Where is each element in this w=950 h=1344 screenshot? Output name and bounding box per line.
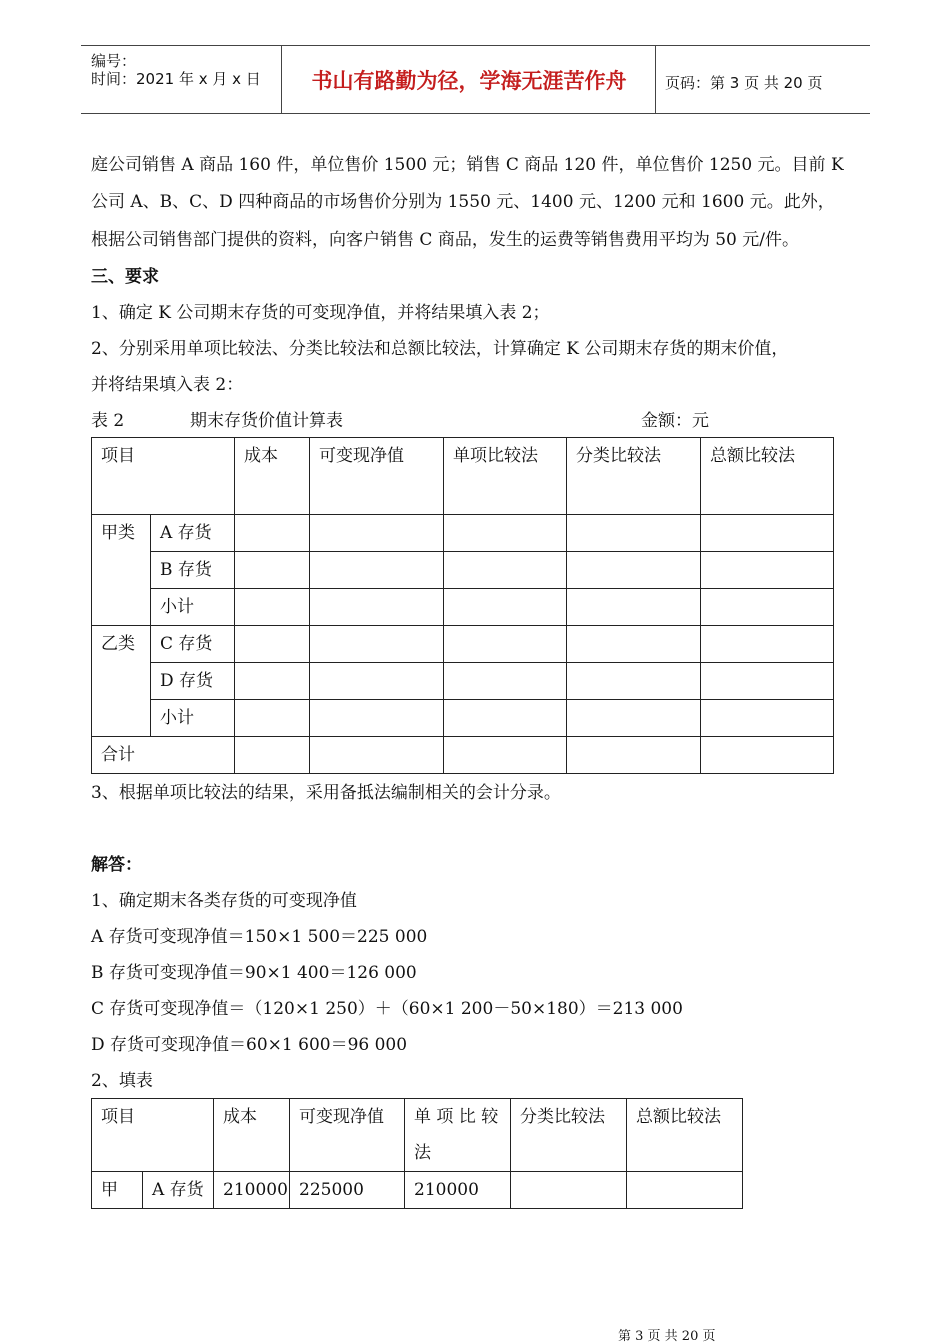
calc-line: C 存货可变现净值＝（120×1 250）＋（60×1 200－50×180）＝213 000 (91, 999, 683, 1019)
header-motto: 书山有路勤为径，学海无涯苦作舟 (311, 68, 627, 93)
empty-cell (235, 737, 310, 774)
table2-title: 期末存货价值计算表 (190, 411, 343, 431)
header-line: 单 项 比 较 (414, 1107, 499, 1127)
empty-cell (701, 700, 834, 737)
column-header: 单项比较法 (444, 438, 567, 515)
column-header: 成本 (235, 438, 310, 515)
column-header: 成本 (214, 1099, 290, 1172)
empty-cell (235, 663, 310, 700)
empty-cell (235, 552, 310, 589)
empty-cell (701, 515, 834, 552)
header-time: 时间：2021 年 x 月 x 日 (91, 70, 261, 88)
value-cell: 225000 (290, 1172, 405, 1209)
page-footer: 第 3 页 共 20 页 (618, 1329, 716, 1344)
paragraph-line: 根据公司销售部门提供的资料，向客户销售 C 商品，发生的运费等销售费用平均为 50 元/件。 (91, 230, 799, 250)
empty-cell (567, 626, 701, 663)
calc-line: D 存货可变现净值＝60×1 600＝96 000 (91, 1035, 408, 1055)
requirement-1: 1、确定 K 公司期末存货的可变现净值，并将结果填入表 2； (91, 303, 550, 323)
inventory-value-table (91, 437, 834, 774)
category-cell: 甲 (92, 1172, 143, 1209)
section-heading-answer: 解答： (91, 855, 142, 875)
empty-cell (701, 663, 834, 700)
empty-cell (511, 1172, 627, 1209)
column-header (405, 1099, 511, 1172)
column-header: 分类比较法 (567, 438, 701, 515)
item-cell: B 存货 (151, 552, 235, 589)
column-header: 总额比较法 (627, 1099, 743, 1172)
empty-cell (235, 515, 310, 552)
item-cell: C 存货 (151, 626, 235, 663)
item-cell: A 存货 (151, 515, 235, 552)
empty-cell (310, 663, 444, 700)
empty-cell (701, 552, 834, 589)
empty-cell (310, 515, 444, 552)
empty-cell (235, 589, 310, 626)
column-header: 项目 (92, 1099, 214, 1172)
header-page-info: 页码：第 3 页 共 20 页 (665, 74, 823, 92)
empty-cell (310, 589, 444, 626)
header-number: 编号： (91, 52, 137, 70)
empty-cell (444, 700, 567, 737)
empty-cell (567, 589, 701, 626)
table2-number: 表 2 (91, 411, 125, 431)
requirement-2: 2、分别采用单项比较法、分类比较法和总额比较法，计算确定 K 公司期末存货的期末价值， (91, 339, 789, 359)
category-cell: 甲类 (92, 515, 151, 626)
item-cell: 小计 (151, 589, 235, 626)
answer-1: 1、确定期末各类存货的可变现净值 (91, 891, 357, 911)
empty-cell (701, 626, 834, 663)
empty-cell (627, 1172, 743, 1209)
empty-cell (567, 552, 701, 589)
table2-unit: 金额：元 (641, 411, 709, 431)
section-heading-requirements: 三、要求 (91, 267, 159, 287)
empty-cell (567, 515, 701, 552)
calc-line: B 存货可变现净值＝90×1 400＝126 000 (91, 963, 417, 983)
empty-cell (310, 552, 444, 589)
empty-cell (444, 515, 567, 552)
answer-2: 2、填表 (91, 1071, 153, 1091)
item-cell: D 存货 (151, 663, 235, 700)
paragraph-line: 公司 A、B、C、D 四种商品的市场售价分别为 1550 元、1400 元、1200 元和 1600 元。此外， (91, 192, 835, 212)
empty-cell (310, 737, 444, 774)
empty-cell (701, 737, 834, 774)
empty-cell (444, 589, 567, 626)
empty-cell (444, 737, 567, 774)
empty-cell (567, 700, 701, 737)
requirement-3: 3、根据单项比较法的结果，采用备抵法编制相关的会计分录。 (91, 783, 561, 803)
column-header: 可变现净值 (310, 438, 444, 515)
empty-cell (701, 589, 834, 626)
header-line: 法 (414, 1143, 431, 1163)
column-header: 项目 (92, 438, 235, 515)
category-cell: 乙类 (92, 626, 151, 737)
empty-cell (310, 700, 444, 737)
column-header: 可变现净值 (290, 1099, 405, 1172)
empty-cell (567, 663, 701, 700)
item-cell: 小计 (151, 700, 235, 737)
column-header: 分类比较法 (511, 1099, 627, 1172)
empty-cell (444, 626, 567, 663)
requirement-2-cont: 并将结果填入表 2： (91, 375, 244, 395)
empty-cell (235, 700, 310, 737)
paragraph-line: 庭公司销售 A 商品 160 件，单位售价 1500 元；销售 C 商品 120 件，单位售价 1250 元。目前 K (91, 155, 844, 175)
value-cell: 210000 (405, 1172, 511, 1209)
filled-value-table (91, 1098, 743, 1209)
empty-cell (235, 626, 310, 663)
total-cell: 合计 (92, 737, 235, 774)
column-header: 总额比较法 (701, 438, 834, 515)
calc-line: A 存货可变现净值＝150×1 500＝225 000 (91, 927, 428, 947)
empty-cell (444, 663, 567, 700)
value-cell: 210000 (214, 1172, 290, 1209)
empty-cell (567, 737, 701, 774)
empty-cell (444, 552, 567, 589)
item-cell: A 存货 (143, 1172, 214, 1209)
empty-cell (310, 626, 444, 663)
